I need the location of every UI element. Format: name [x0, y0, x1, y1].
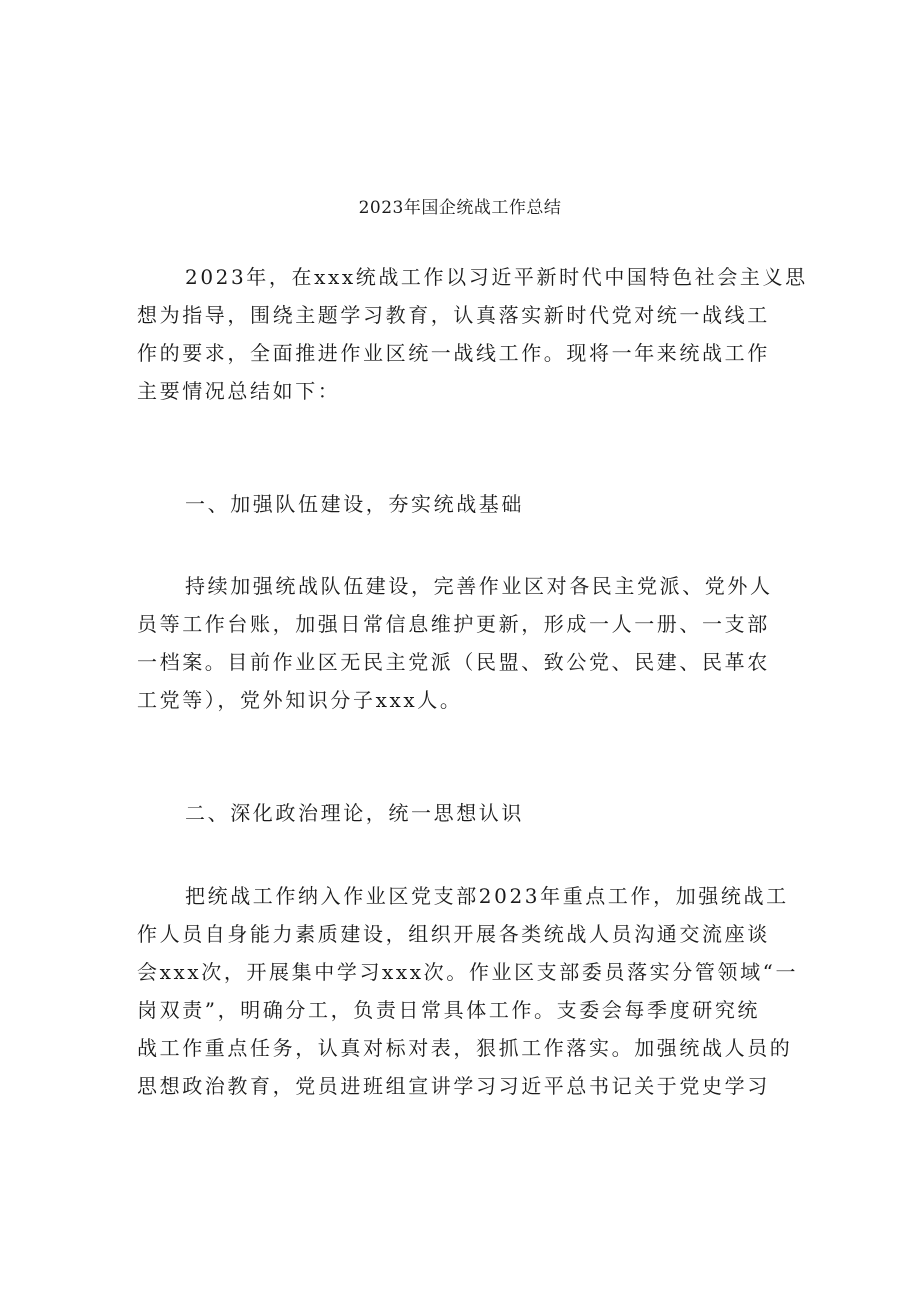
section-2-line: 会xxx次，开展集中学习xxx次。作业区支部委员落实分管领域“一 — [137, 960, 799, 984]
section-2-line: 把统战工作纳入作业区党支部2023年重点工作，加强统战工 — [185, 884, 789, 908]
section-1-line: 员等工作台账，加强日常信息维护更新，形成一人一册、一支部 — [137, 612, 770, 636]
section-1-heading: 一、加强队伍建设，夯实统战基础 — [185, 492, 524, 516]
section-2-paragraph — [137, 877, 799, 1105]
section-2-heading: 二、深化政治理论，统一思想认识 — [185, 801, 524, 825]
intro-line: 作的要求，全面推进作业区统一战线工作。现将一年来统战工作 — [137, 341, 770, 365]
section-2-line: 思想政治教育，党员进班组宣讲学习习近平总书记关于党史学习 — [137, 1074, 770, 1098]
intro-line: 想为指导，围绕主题学习教育，认真落实新时代党对统一战线工 — [137, 303, 770, 327]
document-title: 2023年国企统战工作总结 — [358, 198, 562, 218]
section-1-heading-block — [137, 485, 787, 523]
intro-paragraph — [137, 258, 808, 410]
section-2-heading-block — [137, 794, 787, 832]
section-2-line: 岗双责”，明确分工，负责日常具体工作。支委会每季度研究统 — [137, 998, 761, 1022]
section-2-line: 作人员自身能力素质建设，组织开展各类统战人员沟通交流座谈 — [137, 922, 770, 946]
section-1-line: 一档案。目前作业区无民主党派（民盟、致公党、民建、民革农 — [137, 650, 770, 674]
section-1-line: 工党等），党外知识分子xxx人。 — [137, 688, 463, 712]
section-1-paragraph — [137, 567, 787, 719]
intro-line: 主要情况总结如下： — [137, 379, 341, 403]
intro-line: 2023年，在xxx统战工作以习近平新时代中国特色社会主义思 — [185, 265, 808, 289]
section-2-line: 战工作重点任务，认真对标对表，狠抓工作落实。加强统战人员的 — [137, 1036, 793, 1060]
section-1-line: 持续加强统战队伍建设，完善作业区对各民主党派、党外人 — [185, 574, 773, 598]
